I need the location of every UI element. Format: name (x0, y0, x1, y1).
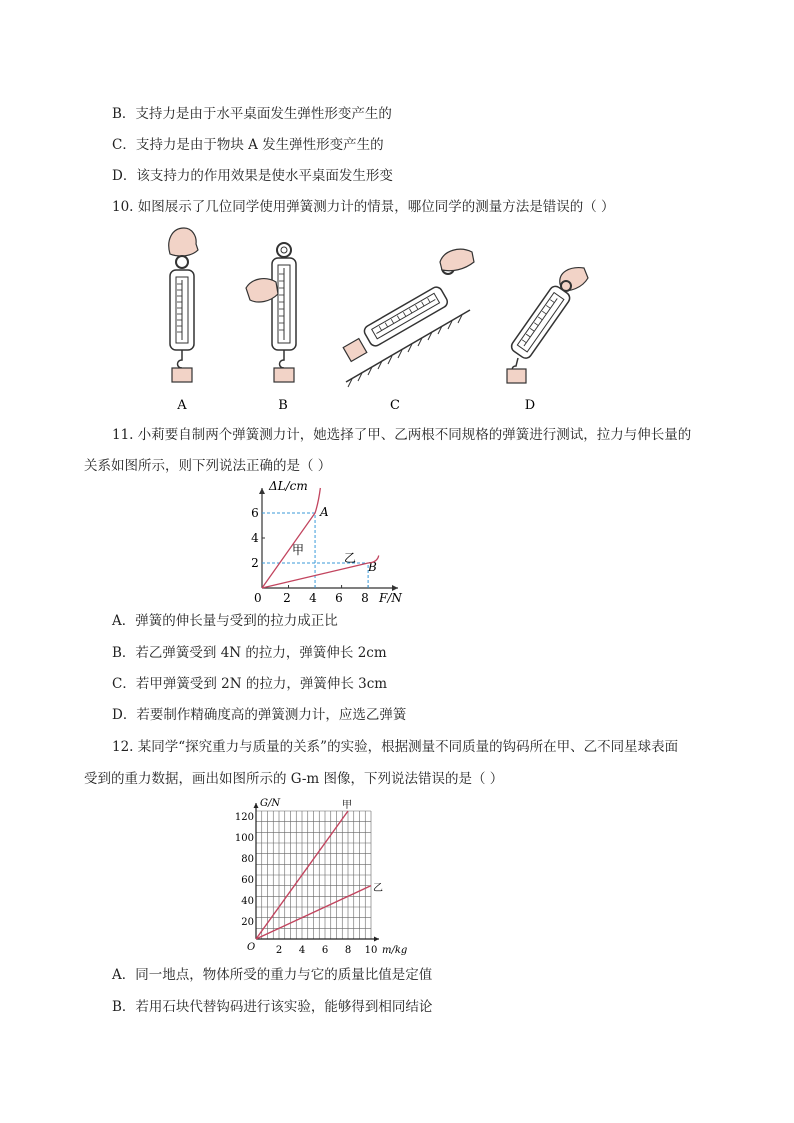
figure-a (169, 228, 198, 382)
q11-option-a: A．弹簧的伸长量与受到的拉力成正比 (112, 613, 338, 629)
chart1-point-label-a: A (320, 505, 329, 519)
q11-stem-line2: 关系如图所示，则下列说法正确的是（ ） (84, 458, 332, 474)
q9-option-d: D．该支持力的作用效果是使水平桌面发生形变 (112, 168, 393, 184)
chart1-series-label-jia: 甲 (292, 543, 305, 557)
q12-stem-line1: 12. 某同学“探究重力与质量的关系”的实验，根据测量不同质量的钩码所在甲、乙不同星球表面 (112, 739, 679, 755)
hand-b (246, 279, 278, 302)
chart2-tick-x-2: 2 (275, 945, 283, 956)
chart2-ylabel: G/N (260, 798, 281, 809)
hook-a (178, 350, 183, 368)
chart1-series-label-yi: 乙 (344, 551, 357, 565)
chart2-tick-x-10: 10 (364, 945, 378, 956)
chart1-tick-x-2: 2 (283, 591, 291, 605)
hand-d (560, 268, 588, 291)
figure-d (507, 268, 588, 383)
figure-b (246, 243, 296, 382)
ring-a (176, 256, 188, 268)
chart1-y-arrow (259, 488, 265, 494)
figure-label-d: D (524, 398, 536, 413)
chart2-tick-x-6: 6 (321, 945, 329, 956)
chart2-x-arrow (374, 937, 379, 942)
figure-label-a: A (177, 398, 187, 413)
chart2-tick-y-80: 80 (241, 854, 254, 865)
spring-extension-chart (240, 478, 440, 608)
figure-c (343, 249, 474, 387)
chart1-point-label-b: B (368, 560, 377, 574)
chart1-series-line-0 (262, 488, 320, 588)
chart2-tick-y-120: 120 (234, 812, 254, 823)
q12-option-b: B．若用石块代替钩码进行该实验，能够得到相同结论 (112, 999, 433, 1015)
chart2-tick-y-60: 60 (241, 875, 254, 886)
q11-option-c: C．若甲弹簧受到 2N 的拉力，弹簧伸长 3cm (112, 676, 388, 692)
q12-option-a: A．同一地点，物体所受的重力与它的质量比值是定值 (112, 967, 433, 983)
chart2-tick-y-20: 20 (241, 917, 254, 928)
q9-option-c: C．支持力是由于物块 A 发生弹性形变产生的 (112, 137, 384, 153)
chart2-xlabel: m/kg (382, 945, 408, 956)
weight-block-b (274, 368, 294, 382)
gravity-mass-chart (230, 796, 420, 956)
chart2-tick-y-100: 100 (234, 833, 254, 844)
chart2-series-label-jia: 甲 (342, 800, 352, 811)
q12-stem-line2: 受到的重力数据，画出如图所示的 G-m 图像，下列说法错误的是（ ） (84, 771, 504, 787)
chart2-y-arrow (254, 803, 259, 808)
spring-scale-figures (0, 222, 794, 422)
q11-stem-line1: 11. 小莉要自制两个弹簧测力计，她选择了甲、乙两根不同规格的弹簧进行测试，拉力与伸长量的 (112, 427, 692, 443)
hand-c (440, 249, 474, 270)
figure-label-b: B (278, 398, 288, 413)
chart1-xlabel: F/N (379, 591, 402, 605)
chart1-tick-x-8: 8 (361, 591, 369, 605)
q11-option-b: B．若乙弹簧受到 4N 的拉力，弹簧伸长 2cm (112, 645, 387, 661)
chart1-series-line-1 (262, 556, 379, 589)
figure-label-c: C (390, 398, 400, 413)
weight-block-a (172, 368, 192, 382)
chart1-tick-y-2: 2 (251, 556, 259, 570)
chart1-ylabel: ΔL/cm (269, 479, 308, 493)
weight-block-d (507, 369, 526, 383)
weight-block-c (343, 339, 367, 362)
chart2-tick-y-40: 40 (241, 896, 254, 907)
q10-stem: 10. 如图展示了几位同学使用弹簧测力计的情景，哪位同学的测量方法是错误的（ ） (112, 199, 615, 215)
q11-option-d: D．若要制作精确度高的弹簧测力计，应选乙弹簧 (112, 707, 407, 723)
chart1-tick-x-6: 6 (335, 591, 343, 605)
chart2-origin: O (247, 942, 256, 953)
hand-a (169, 228, 198, 256)
chart1-tick-y-4: 4 (251, 531, 259, 545)
q9-option-b: B．支持力是由于水平桌面发生弹性形变产生的 (112, 106, 392, 122)
chart1-tick-x-4: 4 (309, 591, 317, 605)
chart2-tick-x-4: 4 (298, 945, 306, 956)
chart1-origin: 0 (254, 591, 262, 605)
ring-b (277, 243, 291, 257)
hook-b (280, 350, 285, 368)
chart2-tick-x-8: 8 (344, 945, 352, 956)
chart2-series-label-yi: 乙 (373, 883, 383, 894)
chart1-tick-y-6: 6 (251, 506, 259, 520)
